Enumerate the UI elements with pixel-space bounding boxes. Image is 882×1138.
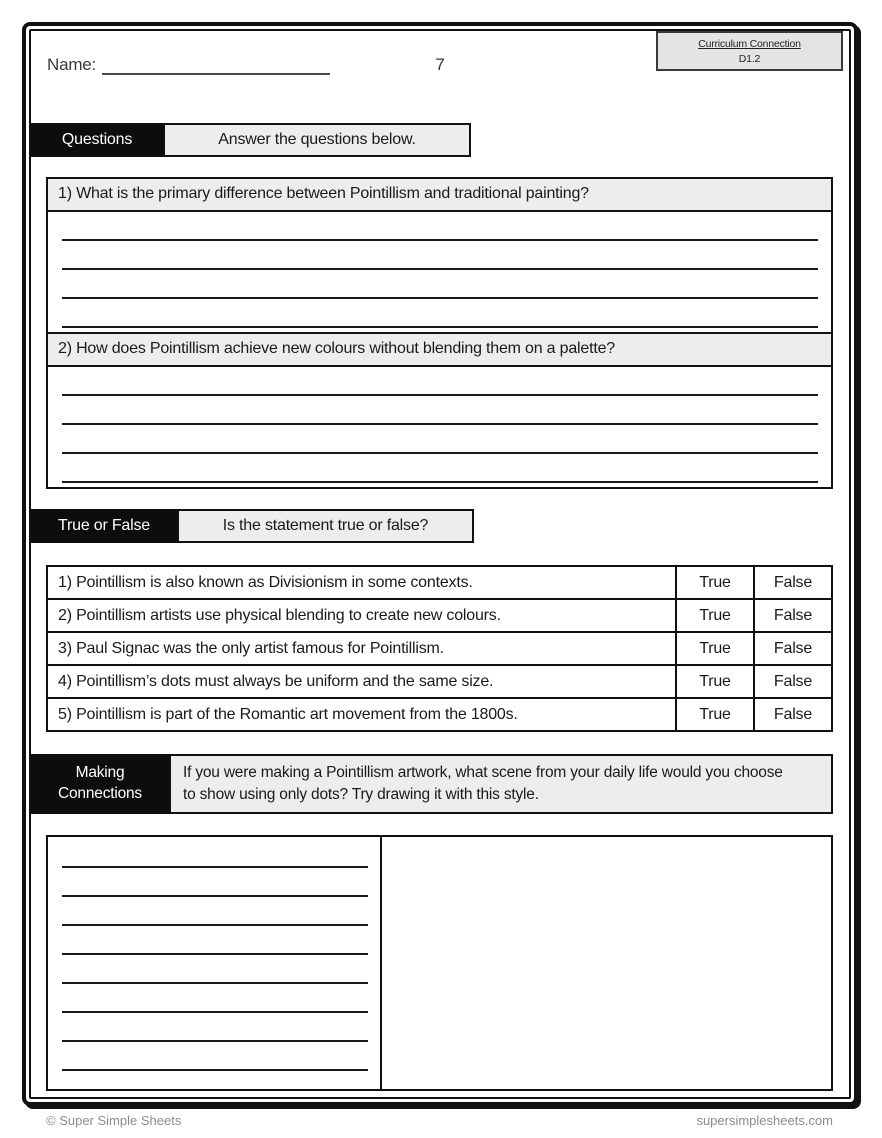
true-false-section-header	[31, 509, 849, 543]
footer-copyright: © Super Simple Sheets	[46, 1113, 182, 1128]
true-false-table	[46, 565, 833, 732]
writing-line[interactable]	[62, 897, 368, 926]
writing-line[interactable]	[62, 839, 368, 868]
header	[31, 31, 849, 103]
writing-line[interactable]	[62, 868, 368, 897]
tf-false-cell[interactable]: False	[754, 566, 832, 599]
making-connections-instruction	[169, 754, 833, 814]
drawing-area[interactable]	[380, 837, 831, 1089]
question-1-answer-area	[48, 212, 831, 332]
tf-false-cell[interactable]: False	[754, 599, 832, 632]
question-2-header: 2) How does Pointillism achieve new colours without blending them on a palette?	[48, 332, 831, 367]
questions-section-label: Questions	[31, 123, 163, 157]
writing-line[interactable]	[62, 1042, 368, 1071]
question-2-answer-area	[48, 367, 831, 487]
tf-true-cell[interactable]: True	[676, 665, 754, 698]
name-field	[47, 55, 330, 75]
making-connections-label: Making Connections	[31, 754, 169, 814]
tf-statement: 5) Pointillism is part of the Romantic art movement from the 1800s.	[47, 698, 676, 731]
table-row	[47, 599, 832, 632]
tf-false-cell[interactable]: False	[754, 698, 832, 731]
tf-true-cell[interactable]: True	[676, 632, 754, 665]
making-connections-instruction-text: If you were making a Pointillism artwork, what scene from your daily life would you choose to show using only dots? Try drawing it with this style.	[183, 764, 783, 803]
writing-line[interactable]	[62, 1013, 368, 1042]
tf-statement: 3) Paul Signac was the only artist famous for Pointillism.	[47, 632, 676, 665]
tf-false-cell[interactable]: False	[754, 632, 832, 665]
answer-line[interactable]	[62, 241, 818, 270]
answer-line[interactable]	[62, 425, 818, 454]
questions-section-header	[31, 123, 849, 157]
page-number: 7	[435, 55, 445, 74]
making-connections-header	[31, 754, 833, 814]
tf-false-cell[interactable]: False	[754, 665, 832, 698]
writing-line[interactable]	[62, 926, 368, 955]
true-false-section-label: True or False	[31, 509, 177, 543]
true-false-section-instruction: Is the statement true or false?	[177, 509, 474, 543]
questions-section-instruction: Answer the questions below.	[163, 123, 471, 157]
table-row	[47, 698, 832, 731]
tf-true-cell[interactable]: True	[676, 566, 754, 599]
writing-line[interactable]	[62, 984, 368, 1013]
name-label: Name:	[47, 55, 97, 74]
answer-line[interactable]	[62, 454, 818, 483]
answer-line[interactable]	[62, 396, 818, 425]
curriculum-code: D1.2	[738, 53, 761, 66]
curriculum-box	[656, 31, 843, 71]
writing-lines-pane	[48, 837, 380, 1089]
writing-line[interactable]	[62, 955, 368, 984]
answer-line[interactable]	[62, 299, 818, 328]
curriculum-title: Curriculum Connection	[698, 38, 801, 50]
answer-line[interactable]	[62, 214, 818, 241]
table-row	[47, 665, 832, 698]
page-border	[22, 22, 858, 1106]
tf-statement: 2) Pointillism artists use physical blending to create new colours.	[47, 599, 676, 632]
tf-true-cell[interactable]: True	[676, 599, 754, 632]
answer-line[interactable]	[62, 369, 818, 396]
tf-statement: 4) Pointillism’s dots must always be uniform and the same size.	[47, 665, 676, 698]
question-1-header: 1) What is the primary difference between Pointillism and traditional painting?	[48, 179, 831, 212]
page-inner-border	[29, 29, 851, 1099]
questions-box	[46, 177, 833, 489]
answer-line[interactable]	[62, 270, 818, 299]
footer-website: supersimplesheets.com	[696, 1113, 833, 1128]
tf-statement: 1) Pointillism is also known as Divisionism in some contexts.	[47, 566, 676, 599]
tf-true-cell[interactable]: True	[676, 698, 754, 731]
footer	[46, 1113, 833, 1128]
drawing-box	[46, 835, 833, 1091]
table-row	[47, 566, 832, 599]
name-line[interactable]	[102, 55, 330, 75]
table-row	[47, 632, 832, 665]
